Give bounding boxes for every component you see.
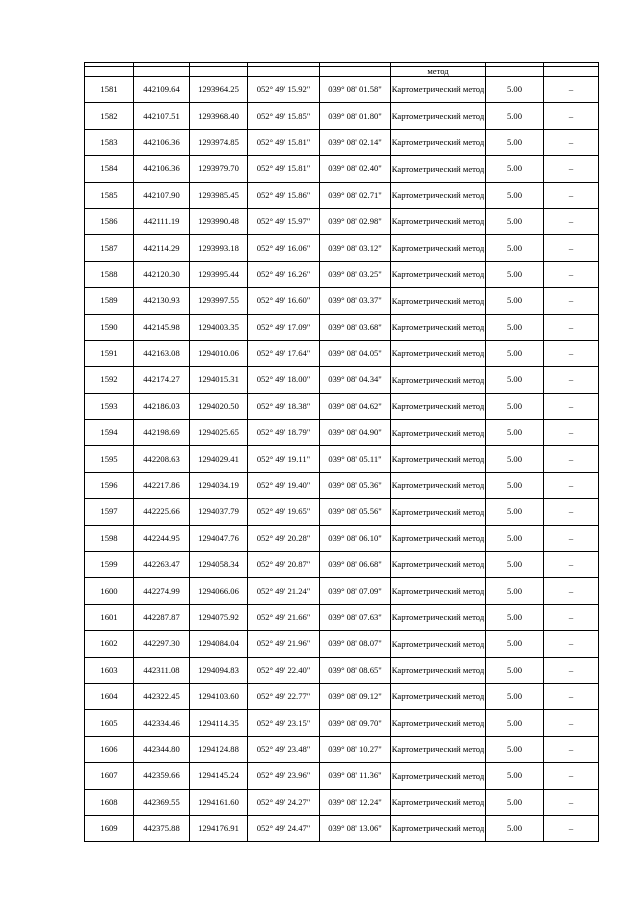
method-cell: Картометрический метод <box>391 815 486 841</box>
latitude-cell: 052° 49' 18.79" <box>248 420 320 446</box>
point-number-cell: 1597 <box>85 499 134 525</box>
point-number-cell: 1603 <box>85 657 134 683</box>
latitude-cell: 052° 49' 16.26" <box>248 261 320 287</box>
x-coordinate-cell: 442107.90 <box>134 182 190 208</box>
longitude-cell: 039° 08' 08.65" <box>320 657 391 683</box>
longitude-cell: 039° 08' 04.90" <box>320 420 391 446</box>
method-cell: Картометрический метод <box>391 129 486 155</box>
longitude-cell: 039° 08' 02.98" <box>320 208 391 234</box>
point-number-cell: 1584 <box>85 156 134 182</box>
point-number-cell: 1599 <box>85 552 134 578</box>
note-cell: – <box>544 103 599 129</box>
accuracy-cell: 5.00 <box>486 393 544 419</box>
point-number-cell: 1592 <box>85 367 134 393</box>
x-coordinate-cell: 442114.29 <box>134 235 190 261</box>
point-number-cell: 1606 <box>85 736 134 762</box>
accuracy-cell: 5.00 <box>486 683 544 709</box>
table-row <box>85 789 599 815</box>
latitude-cell: 052° 49' 22.77" <box>248 683 320 709</box>
method-cell: Картометрический метод <box>391 446 486 472</box>
method-cell: Картометрический метод <box>391 393 486 419</box>
y-coordinate-cell: 1294066.06 <box>190 578 248 604</box>
table-row <box>85 763 599 789</box>
longitude-cell: 039° 08' 09.70" <box>320 710 391 736</box>
table-body <box>85 63 599 842</box>
latitude-cell: 052° 49' 15.92" <box>248 77 320 103</box>
method-cell: Картометрический метод <box>391 420 486 446</box>
accuracy-cell: 5.00 <box>486 552 544 578</box>
note-cell: – <box>544 129 599 155</box>
method-cell: Картометрический метод <box>391 736 486 762</box>
note-cell: – <box>544 763 599 789</box>
point-number-cell: 1605 <box>85 710 134 736</box>
table-row <box>85 631 599 657</box>
note-cell: – <box>544 499 599 525</box>
note-cell: – <box>544 789 599 815</box>
table-row <box>85 288 599 314</box>
longitude-cell: 039° 08' 09.12" <box>320 683 391 709</box>
note-cell: – <box>544 314 599 340</box>
table-row <box>85 103 599 129</box>
table-row <box>85 446 599 472</box>
x-coordinate-cell: 442359.66 <box>134 763 190 789</box>
y-coordinate-cell: 1293964.25 <box>190 77 248 103</box>
point-number-cell: 1589 <box>85 288 134 314</box>
table-row <box>85 736 599 762</box>
longitude-cell: 039° 08' 07.09" <box>320 578 391 604</box>
point-number-cell: 1587 <box>85 235 134 261</box>
table-row <box>85 77 599 103</box>
method-cell: Картометрический метод <box>391 367 486 393</box>
y-coordinate-cell: 1294145.24 <box>190 763 248 789</box>
point-number-cell: 1598 <box>85 525 134 551</box>
latitude-cell: 052° 49' 15.81" <box>248 129 320 155</box>
table-row <box>85 156 599 182</box>
table-row <box>85 683 599 709</box>
table-row <box>85 657 599 683</box>
point-number-cell: 1600 <box>85 578 134 604</box>
method-cell: Картометрический метод <box>391 552 486 578</box>
note-cell: – <box>544 472 599 498</box>
longitude-cell: 039° 08' 13.06" <box>320 815 391 841</box>
method-cell: Картометрический метод <box>391 657 486 683</box>
x-coordinate-cell: 442174.27 <box>134 367 190 393</box>
y-coordinate-cell: 1294094.83 <box>190 657 248 683</box>
longitude-cell: 039° 08' 01.80" <box>320 103 391 129</box>
accuracy-cell: 5.00 <box>486 525 544 551</box>
y-coordinate-cell: 1293993.18 <box>190 235 248 261</box>
table-row <box>85 235 599 261</box>
method-cell: Картометрический метод <box>391 631 486 657</box>
y-coordinate-cell: 1294161.60 <box>190 789 248 815</box>
table-row <box>85 367 599 393</box>
x-coordinate-cell: 442208.63 <box>134 446 190 472</box>
longitude-cell: 039° 08' 12.24" <box>320 789 391 815</box>
table-row <box>85 393 599 419</box>
longitude-cell: 039° 08' 02.40" <box>320 156 391 182</box>
table-row <box>85 182 599 208</box>
accuracy-cell: 5.00 <box>486 604 544 630</box>
x-coordinate-cell: 442107.51 <box>134 103 190 129</box>
accuracy-cell: 5.00 <box>486 631 544 657</box>
note-cell: – <box>544 288 599 314</box>
y-coordinate-cell: 1294103.60 <box>190 683 248 709</box>
accuracy-cell: 5.00 <box>486 578 544 604</box>
x-coordinate-cell: 442186.03 <box>134 393 190 419</box>
point-number-cell: 1596 <box>85 472 134 498</box>
table-row <box>85 314 599 340</box>
x-coordinate-cell: 442344.80 <box>134 736 190 762</box>
y-coordinate-cell: 1294034.19 <box>190 472 248 498</box>
accuracy-cell: 5.00 <box>486 657 544 683</box>
latitude-cell: 052° 49' 18.00" <box>248 367 320 393</box>
note-cell: – <box>544 815 599 841</box>
accuracy-cell: 5.00 <box>486 314 544 340</box>
method-cell: Картометрический метод <box>391 182 486 208</box>
latitude-cell: 052° 49' 21.96" <box>248 631 320 657</box>
note-cell: – <box>544 683 599 709</box>
table-row <box>85 472 599 498</box>
coordinates-table <box>84 62 599 842</box>
x-coordinate-cell: 442106.36 <box>134 129 190 155</box>
x-coordinate-cell: 442334.46 <box>134 710 190 736</box>
note-cell: – <box>544 77 599 103</box>
y-coordinate-cell: 1293990.48 <box>190 208 248 234</box>
y-coordinate-cell: 1294010.06 <box>190 340 248 366</box>
method-cell: Картометрический метод <box>391 472 486 498</box>
table-row <box>85 525 599 551</box>
point-number-cell: 1604 <box>85 683 134 709</box>
y-coordinate-cell: 1294047.76 <box>190 525 248 551</box>
x-coordinate-cell: 442287.87 <box>134 604 190 630</box>
note-cell: – <box>544 367 599 393</box>
accuracy-cell: 5.00 <box>486 736 544 762</box>
method-cell: Картометрический метод <box>391 525 486 551</box>
latitude-cell: 052° 49' 19.65" <box>248 499 320 525</box>
method-cell: Картометрический метод <box>391 208 486 234</box>
x-coordinate-cell: 442225.66 <box>134 499 190 525</box>
y-coordinate-cell: 1294084.04 <box>190 631 248 657</box>
accuracy-cell: 5.00 <box>486 156 544 182</box>
note-cell: – <box>544 578 599 604</box>
method-cell: Картометрический метод <box>391 604 486 630</box>
method-cell: Картометрический метод <box>391 578 486 604</box>
longitude-cell: 039° 08' 08.07" <box>320 631 391 657</box>
note-cell: – <box>544 182 599 208</box>
point-number-cell: 1588 <box>85 261 134 287</box>
x-coordinate-cell: 442217.86 <box>134 472 190 498</box>
latitude-cell: 052° 49' 24.47" <box>248 815 320 841</box>
y-coordinate-cell: 1294037.79 <box>190 499 248 525</box>
note-cell: – <box>544 393 599 419</box>
latitude-cell: 052° 49' 15.86" <box>248 182 320 208</box>
accuracy-cell: 5.00 <box>486 235 544 261</box>
note-cell: – <box>544 261 599 287</box>
accuracy-cell: 5.00 <box>486 103 544 129</box>
x-coordinate-cell: 442322.45 <box>134 683 190 709</box>
method-cell: Картометрический метод <box>391 340 486 366</box>
longitude-cell: 039° 08' 05.11" <box>320 446 391 472</box>
point-number-cell: 1608 <box>85 789 134 815</box>
y-coordinate-cell: 1293985.45 <box>190 182 248 208</box>
x-coordinate-cell: 442274.99 <box>134 578 190 604</box>
y-coordinate-cell: 1294025.65 <box>190 420 248 446</box>
latitude-cell: 052° 49' 21.24" <box>248 578 320 604</box>
longitude-cell: 039° 08' 10.27" <box>320 736 391 762</box>
latitude-cell: 052° 49' 18.38" <box>248 393 320 419</box>
latitude-cell: 052° 49' 22.40" <box>248 657 320 683</box>
table-row <box>85 578 599 604</box>
latitude-cell: 052° 49' 23.48" <box>248 736 320 762</box>
point-number-cell: 1582 <box>85 103 134 129</box>
longitude-cell: 039° 08' 05.36" <box>320 472 391 498</box>
longitude-cell: 039° 08' 01.58" <box>320 77 391 103</box>
longitude-cell: 039° 08' 07.63" <box>320 604 391 630</box>
x-coordinate-cell: 442263.47 <box>134 552 190 578</box>
method-cell: Картометрический метод <box>391 710 486 736</box>
method-cell: Картометрический метод <box>391 235 486 261</box>
point-number-cell: 1583 <box>85 129 134 155</box>
longitude-cell: 039° 08' 03.12" <box>320 235 391 261</box>
method-cell: Картометрический метод <box>391 683 486 709</box>
point-number-cell: 1586 <box>85 208 134 234</box>
note-cell: – <box>544 552 599 578</box>
longitude-cell: 039° 08' 04.34" <box>320 367 391 393</box>
note-cell: – <box>544 525 599 551</box>
latitude-cell: 052° 49' 15.85" <box>248 103 320 129</box>
table-row <box>85 129 599 155</box>
note-cell: – <box>544 604 599 630</box>
x-coordinate-cell: 442120.30 <box>134 261 190 287</box>
y-coordinate-cell: 1294075.92 <box>190 604 248 630</box>
y-coordinate-cell: 1293997.55 <box>190 288 248 314</box>
point-number-cell: 1607 <box>85 763 134 789</box>
accuracy-cell: 5.00 <box>486 789 544 815</box>
longitude-cell: 039° 08' 06.10" <box>320 525 391 551</box>
x-coordinate-cell: 442369.55 <box>134 789 190 815</box>
table-row <box>85 710 599 736</box>
y-coordinate-cell: 1294003.35 <box>190 314 248 340</box>
y-coordinate-cell: 1294058.34 <box>190 552 248 578</box>
note-cell: – <box>544 631 599 657</box>
longitude-cell: 039° 08' 03.37" <box>320 288 391 314</box>
method-cell: Картометрический метод <box>391 261 486 287</box>
accuracy-cell: 5.00 <box>486 446 544 472</box>
longitude-cell: 039° 08' 02.71" <box>320 182 391 208</box>
point-number-cell: 1601 <box>85 604 134 630</box>
y-coordinate-cell: 1293979.70 <box>190 156 248 182</box>
longitude-cell: 039° 08' 03.68" <box>320 314 391 340</box>
method-cell: Картометрический метод <box>391 789 486 815</box>
y-coordinate-cell: 1293974.85 <box>190 129 248 155</box>
point-number-cell: 1581 <box>85 77 134 103</box>
accuracy-cell: 5.00 <box>486 182 544 208</box>
accuracy-cell: 5.00 <box>486 763 544 789</box>
x-coordinate-cell: 442244.95 <box>134 525 190 551</box>
note-cell: – <box>544 208 599 234</box>
latitude-cell: 052° 49' 15.81" <box>248 156 320 182</box>
latitude-cell: 052° 49' 16.60" <box>248 288 320 314</box>
point-number-cell: 1594 <box>85 420 134 446</box>
y-coordinate-cell: 1294015.31 <box>190 367 248 393</box>
accuracy-cell: 5.00 <box>486 129 544 155</box>
accuracy-cell: 5.00 <box>486 77 544 103</box>
x-coordinate-cell: 442311.08 <box>134 657 190 683</box>
longitude-cell: 039° 08' 04.62" <box>320 393 391 419</box>
note-cell: – <box>544 340 599 366</box>
table-row <box>85 552 599 578</box>
table-row <box>85 499 599 525</box>
accuracy-cell: 5.00 <box>486 815 544 841</box>
point-number-cell: 1585 <box>85 182 134 208</box>
point-number-cell: 1593 <box>85 393 134 419</box>
x-coordinate-cell: 442106.36 <box>134 156 190 182</box>
latitude-cell: 052° 49' 24.27" <box>248 789 320 815</box>
x-coordinate-cell: 442297.30 <box>134 631 190 657</box>
longitude-cell: 039° 08' 05.56" <box>320 499 391 525</box>
accuracy-cell: 5.00 <box>486 499 544 525</box>
continued-row <box>85 67 599 77</box>
accuracy-cell: 5.00 <box>486 710 544 736</box>
method-cell: Картометрический метод <box>391 763 486 789</box>
latitude-cell: 052° 49' 17.64" <box>248 340 320 366</box>
accuracy-cell: 5.00 <box>486 340 544 366</box>
latitude-cell: 052° 49' 20.87" <box>248 552 320 578</box>
y-coordinate-cell: 1294124.88 <box>190 736 248 762</box>
method-cell: Картометрический метод <box>391 314 486 340</box>
x-coordinate-cell: 442130.93 <box>134 288 190 314</box>
coordinates-table-page <box>84 62 598 842</box>
latitude-cell: 052° 49' 21.66" <box>248 604 320 630</box>
note-cell: – <box>544 420 599 446</box>
table-row <box>85 420 599 446</box>
y-coordinate-cell: 1294114.35 <box>190 710 248 736</box>
latitude-cell: 052° 49' 19.11" <box>248 446 320 472</box>
x-coordinate-cell: 442163.08 <box>134 340 190 366</box>
y-coordinate-cell: 1294020.50 <box>190 393 248 419</box>
x-coordinate-cell: 442198.69 <box>134 420 190 446</box>
accuracy-cell: 5.00 <box>486 288 544 314</box>
y-coordinate-cell: 1294176.91 <box>190 815 248 841</box>
table-row <box>85 604 599 630</box>
method-cell: Картометрический метод <box>391 77 486 103</box>
accuracy-cell: 5.00 <box>486 261 544 287</box>
note-cell: – <box>544 446 599 472</box>
latitude-cell: 052° 49' 20.28" <box>248 525 320 551</box>
y-coordinate-cell: 1294029.41 <box>190 446 248 472</box>
note-cell: – <box>544 710 599 736</box>
method-cell: Картометрический метод <box>391 499 486 525</box>
latitude-cell: 052° 49' 16.06" <box>248 235 320 261</box>
x-coordinate-cell: 442145.98 <box>134 314 190 340</box>
longitude-cell: 039° 08' 02.14" <box>320 129 391 155</box>
latitude-cell: 052° 49' 23.96" <box>248 763 320 789</box>
latitude-cell: 052° 49' 17.09" <box>248 314 320 340</box>
longitude-cell: 039° 08' 06.68" <box>320 552 391 578</box>
point-number-cell: 1609 <box>85 815 134 841</box>
table-row <box>85 208 599 234</box>
accuracy-cell: 5.00 <box>486 472 544 498</box>
x-coordinate-cell: 442111.19 <box>134 208 190 234</box>
longitude-cell: 039° 08' 03.25" <box>320 261 391 287</box>
method-cell: Картометрический метод <box>391 156 486 182</box>
note-cell: – <box>544 156 599 182</box>
latitude-cell: 052° 49' 23.15" <box>248 710 320 736</box>
note-cell: – <box>544 736 599 762</box>
note-cell: – <box>544 235 599 261</box>
y-coordinate-cell: 1293968.40 <box>190 103 248 129</box>
point-number-cell: 1590 <box>85 314 134 340</box>
point-number-cell: 1595 <box>85 446 134 472</box>
accuracy-cell: 5.00 <box>486 208 544 234</box>
accuracy-cell: 5.00 <box>486 367 544 393</box>
longitude-cell: 039° 08' 11.36" <box>320 763 391 789</box>
x-coordinate-cell: 442375.88 <box>134 815 190 841</box>
table-row <box>85 261 599 287</box>
table-row <box>85 340 599 366</box>
method-cell: Картометрический метод <box>391 288 486 314</box>
accuracy-cell: 5.00 <box>486 420 544 446</box>
continued-method-cell: метод <box>391 67 486 77</box>
table-row <box>85 815 599 841</box>
longitude-cell: 039° 08' 04.05" <box>320 340 391 366</box>
point-number-cell: 1602 <box>85 631 134 657</box>
method-cell: Картометрический метод <box>391 103 486 129</box>
latitude-cell: 052° 49' 19.40" <box>248 472 320 498</box>
point-number-cell: 1591 <box>85 340 134 366</box>
y-coordinate-cell: 1293995.44 <box>190 261 248 287</box>
latitude-cell: 052° 49' 15.97" <box>248 208 320 234</box>
x-coordinate-cell: 442109.64 <box>134 77 190 103</box>
note-cell: – <box>544 657 599 683</box>
